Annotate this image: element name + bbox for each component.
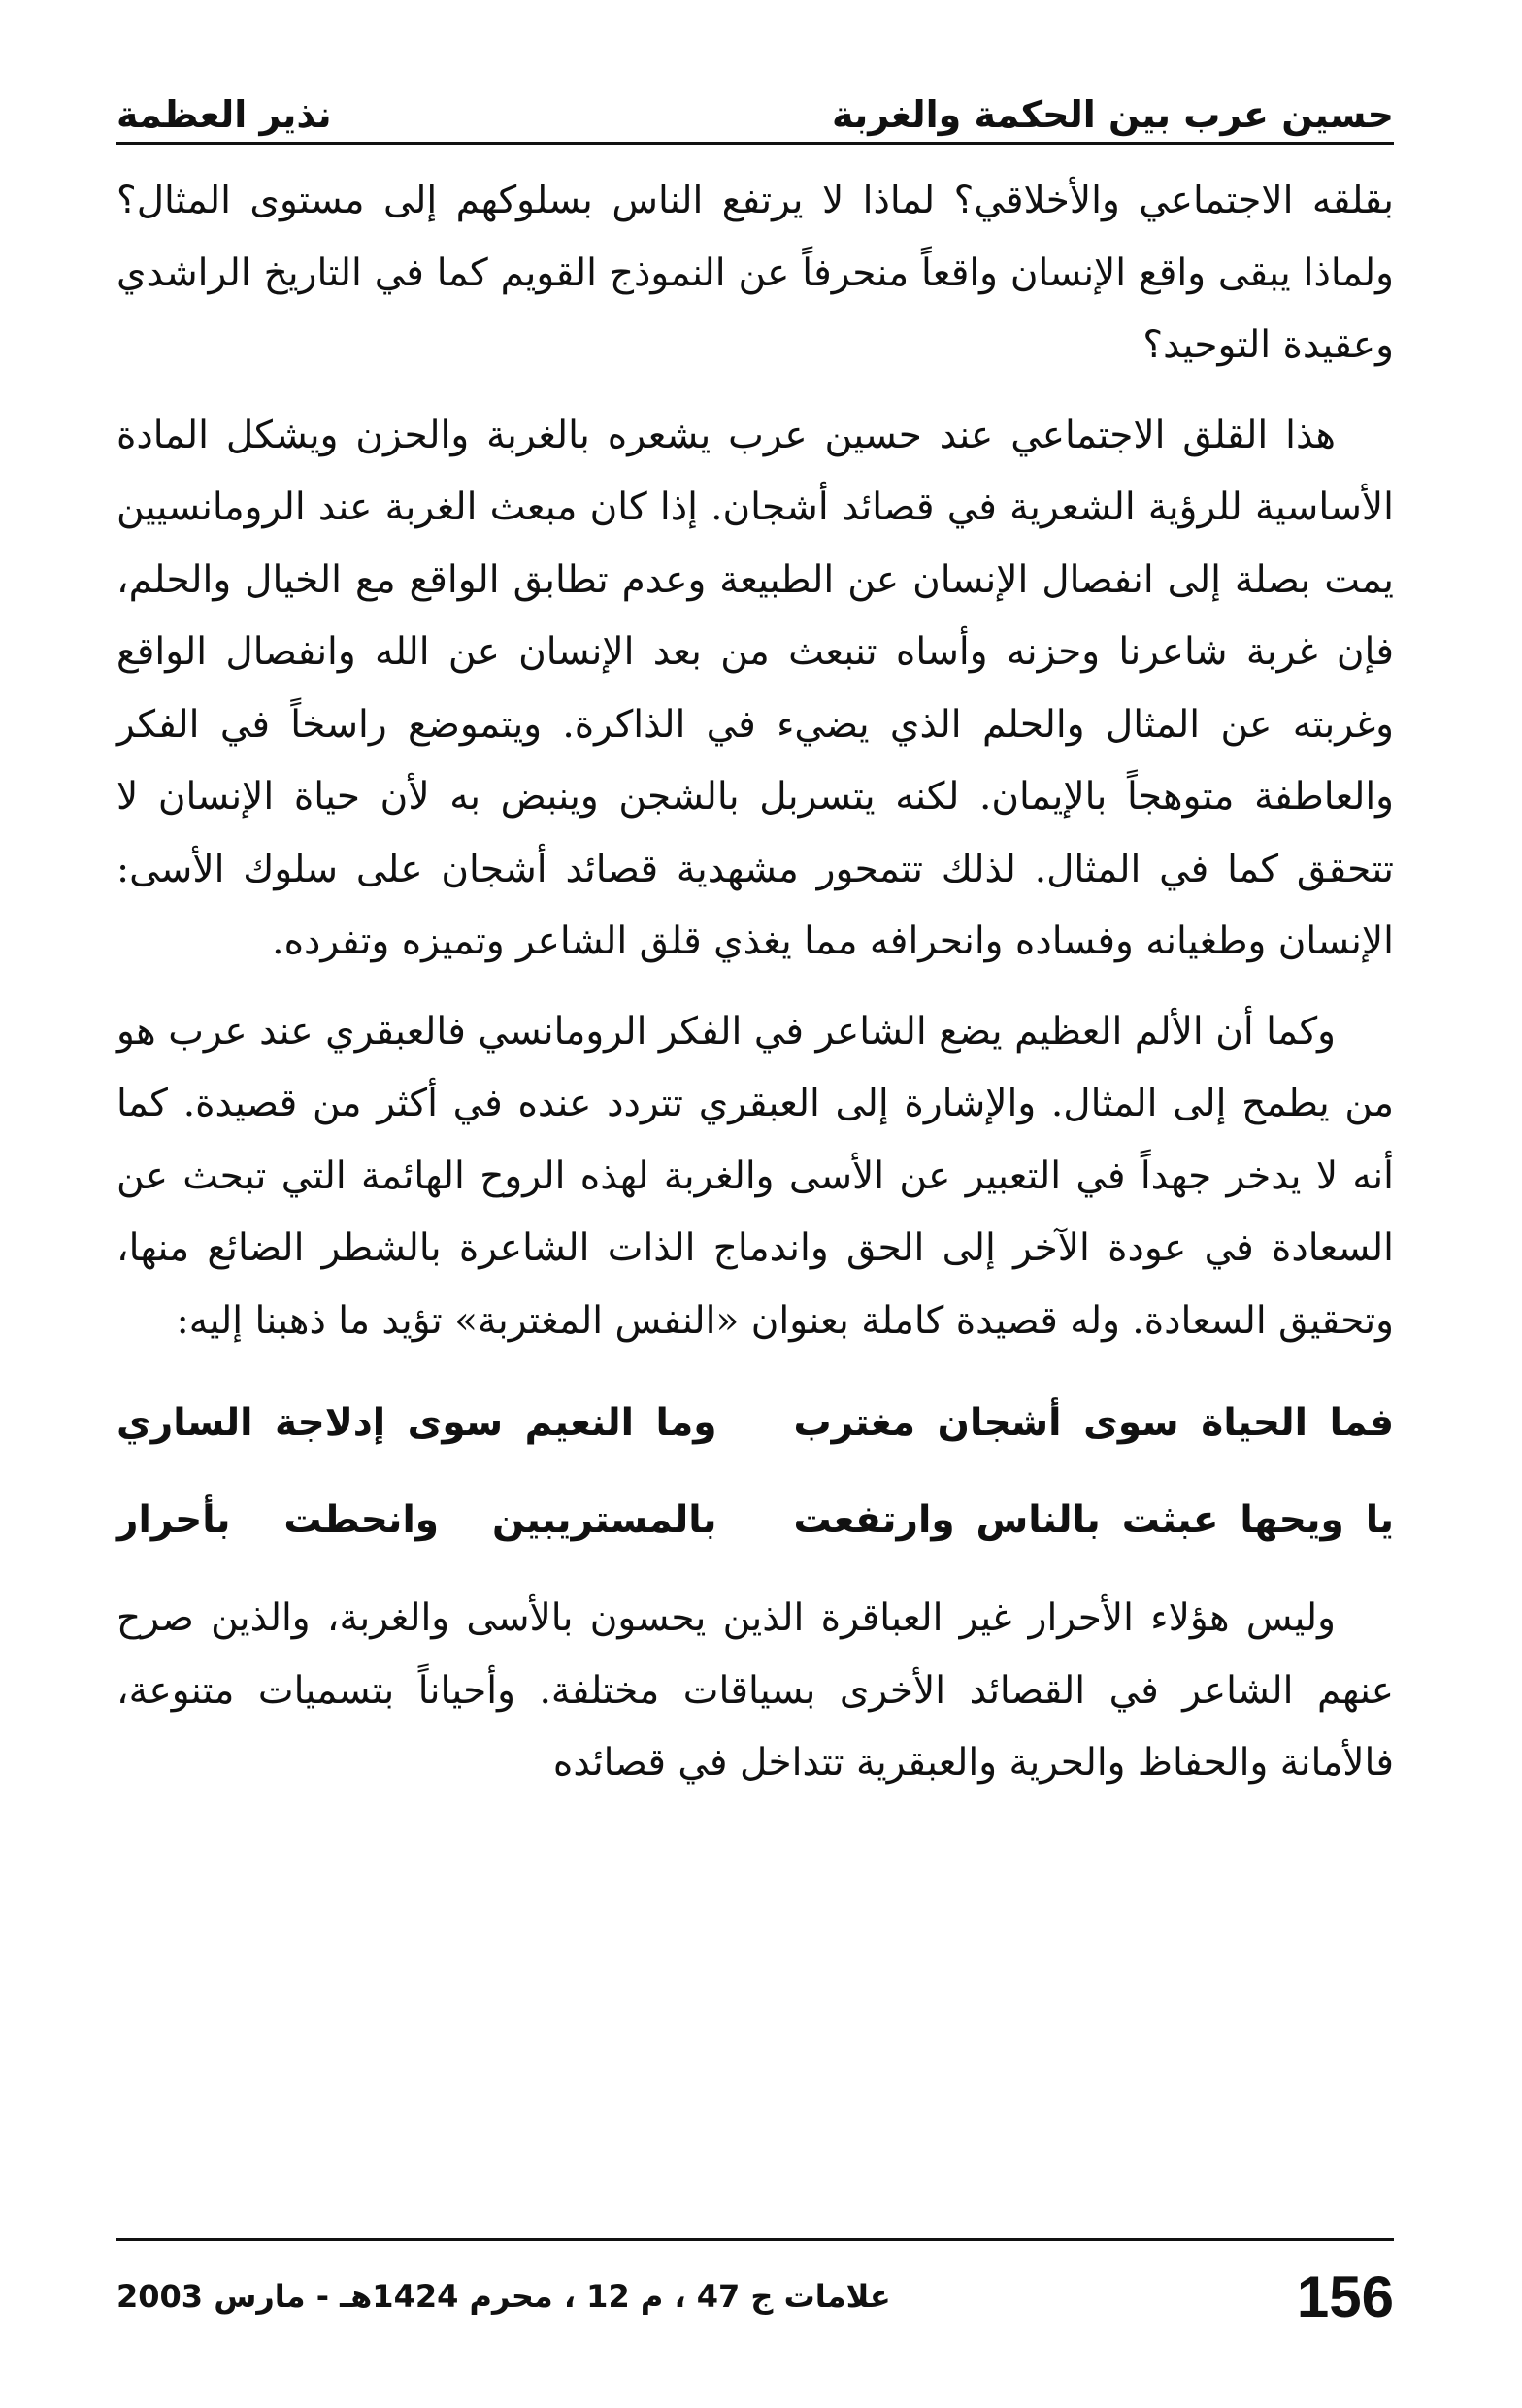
- footer-divider: [116, 2238, 1394, 2241]
- paragraph-continuation: بقلقه الاجتماعي والأخلاقي؟ لماذا لا يرتفع الناس بسلوكهم إلى مستوى المثال؟ ولماذا يبقى واقع الإنسان واقعاً منحرفاً عن النموذج القويم كما في التاريخ الراشدي وعقيدة التوحيد؟: [116, 179, 1394, 367]
- first-hemistich: يا ويحها عبثت بالناس وارتفعت: [793, 1497, 1394, 1542]
- page-number: 156: [1296, 2263, 1394, 2329]
- first-hemistich: فما الحياة سوى أشجان مغترب: [793, 1400, 1394, 1445]
- running-header: [116, 58, 1394, 145]
- paragraph: هذا القلق الاجتماعي عند حسين عرب يشعره بالغربة والحزن ويشكل المادة الأساسية للرؤية الشعرية في قصائد أشجان. إذا كان مبعث الغربة عند الرومانسيين يمت بصلة إلى انفصال الإنسان عن الطبيعة وعدم تطابق الواقع مع الخيال والحلم، فإن غربة شاعرنا وحزنه وأساه تنبعث من بعد الإنسان عن الله وانفصال الواقع وغربته عن المثال والحلم الذي يضيء في الذاكرة. ويتموضع راسخاً في الفكر والعاطفة متوهجاً بالإيمان. لكنه يتسربل بالشجن وينبض به لأن حياة الإنسان لا تتحقق كما في المثال. لذلك تتمحور مشهدية قصائد أشجان على سلوك الأسى: الإنسان وطغيانه وفساده وانحرافه مما يغذي قلق الشاعر وتميزه وتفرده.: [116, 413, 1394, 963]
- second-hemistich: بالمستريبين وانحطت بأحرار: [116, 1497, 717, 1542]
- paragraph: وكما أن الألم العظيم يضع الشاعر في الفكر الرومانسي فالعبقري عند عرب هو من يطمح إلى المثال. والإشارة إلى العبقري تتردد عنده في أكثر من قصيدة. كما أنه لا يدخر جهداً في التعبير عن الأسى والغربة لهذه الروح الهائمة التي تبحث عن السعادة في عودة الآخر إلى الحق واندماج الذات الشاعرة بالشطر الضائع منها، وتحقيق السعادة. وله قصيدة كاملة بعنوان «النفس المغتربة» تؤيد ما ذهبنا إليه:: [116, 1009, 1394, 1343]
- poem-verse: [116, 1472, 1394, 1569]
- article-body: [116, 165, 1394, 1818]
- second-hemistich: وما النعيم سوى إدلاجة الساري: [116, 1400, 717, 1445]
- poem-verse: [116, 1375, 1394, 1472]
- author-name: نذير العظمة: [116, 93, 332, 136]
- page-footer: [116, 2253, 1394, 2340]
- journal-citation: علامات ج 47 ، م 12 ، محرم 1424هـ - مارس 2003: [116, 2278, 891, 2315]
- poem-excerpt: [116, 1375, 1394, 1569]
- paragraph: وليس هؤلاء الأحرار غير العباقرة الذين يحسون بالأسى والغربة، والذين صرح عنهم الشاعر في القصائد الأخرى بسياقات مختلفة. وأحياناً بتسميات متنوعة، فالأمانة والحفاظ والحرية والعبقرية تتداخل في قصائده: [116, 1596, 1394, 1785]
- article-title: حسين عرب بين الحكمة والغربة: [831, 93, 1394, 136]
